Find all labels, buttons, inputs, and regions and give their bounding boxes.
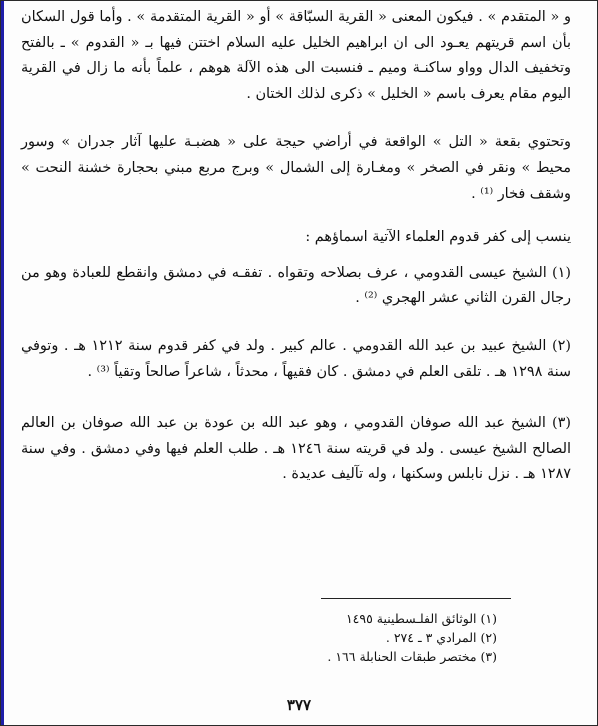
text-line: وتحتوي بقعة « التل » الواقعة في أراضي حيجة على « هضبـة عليها آثار [122, 134, 571, 151]
paragraph-intro [21, 5, 571, 107]
text-line: شاعراً صالحاً وتقياً ⁽³⁾ . [87, 363, 222, 380]
text-line: فيها وفي دمشق . وفي سنة ١٢٨٧ هـ . نزل نابلس وسكنها ، وله تآليف عديدة . [21, 440, 571, 483]
paragraph-scholar-1 [21, 261, 571, 312]
text-line: مبني بحجارة خشنة النحت » وشقف فخار ⁽¹⁾ . [21, 159, 571, 202]
footnote-3: (٣) مختصر طبقات الحنابلة ١٦٦ . [327, 649, 497, 664]
text-line: ١٢١٢ هـ . وتوفي سنة ١٢٩٨ هـ . تلقى العلم في دمشق . كان فقيهاً ، محدثاً ، [21, 337, 571, 380]
paragraph-scholars-intro [21, 225, 571, 251]
footnote-divider [321, 598, 511, 599]
footnote-1: (١) الوثائق الفلـسطينية ١٤٩٥ [345, 611, 497, 626]
text-line: صوفان بن العالم الصالح الشيخ عيسى . ولد في قريته سنة ١٢٤٦ هـ . طلب العلم [21, 415, 572, 457]
main-text [21, 5, 571, 488]
text-line: ينسب إلى كفر قدوم العلماء الآتية اسماؤهم : [305, 229, 571, 246]
text-line: هذه الآلة هوهم ، علماً بأنه ما زال في القرية اليوم مقام يعرف باسم « الخليل » [21, 60, 571, 102]
text-line: (١) الشيخ عيسى القدومي ، عرف بصلاحه وتقواه . تفقـه في دمشق [163, 264, 571, 281]
footnotes [327, 609, 497, 666]
paragraph-scholar-2 [21, 334, 571, 385]
text-line: (٢) الشيخ عبيد بن عبد الله القدومي . عالم كبير . ولد في كفر قدوم سنة [128, 337, 571, 354]
page-left-border [1, 1, 4, 725]
text-line: جدران » وسور محيط » ونقر في الصخر » ومغـارة إلى الشمال » وبرج مربع [21, 134, 571, 176]
text-line: ذكرى لذلك الختان . [246, 85, 363, 102]
text-line: وانقطع للعبادة وهو من رجال القرن الثاني عشر الهجري ⁽²⁾ . [21, 264, 571, 307]
text-line: فيها بـ « القدوم » ـ بالفتح وتخفيف الدال وواو ساكنـة وميم ـ فنسبت الى [21, 34, 571, 77]
text-line: قول السكان بأن اسم قريتهم يعـود الى ان ابراهيم الخليل عليه السلام اختتن [21, 9, 572, 51]
paragraph-site-contents [21, 130, 571, 207]
paragraph-scholar-3 [21, 411, 571, 488]
text-line: (٣) الشيخ عبد الله صوفان القدومي ، وهو عبد الله بن عودة بن عبد الله [129, 415, 571, 432]
page-number: ٣٧٧ [286, 696, 312, 714]
text-line: و « المتقدم » . فيكون المعنى « القرية السبّاقة » أو « القرية المتقدمة » . وأما [99, 9, 572, 25]
footnote-2: (٢) المرادي ٣ ـ ٢٧٤ . [385, 630, 497, 645]
